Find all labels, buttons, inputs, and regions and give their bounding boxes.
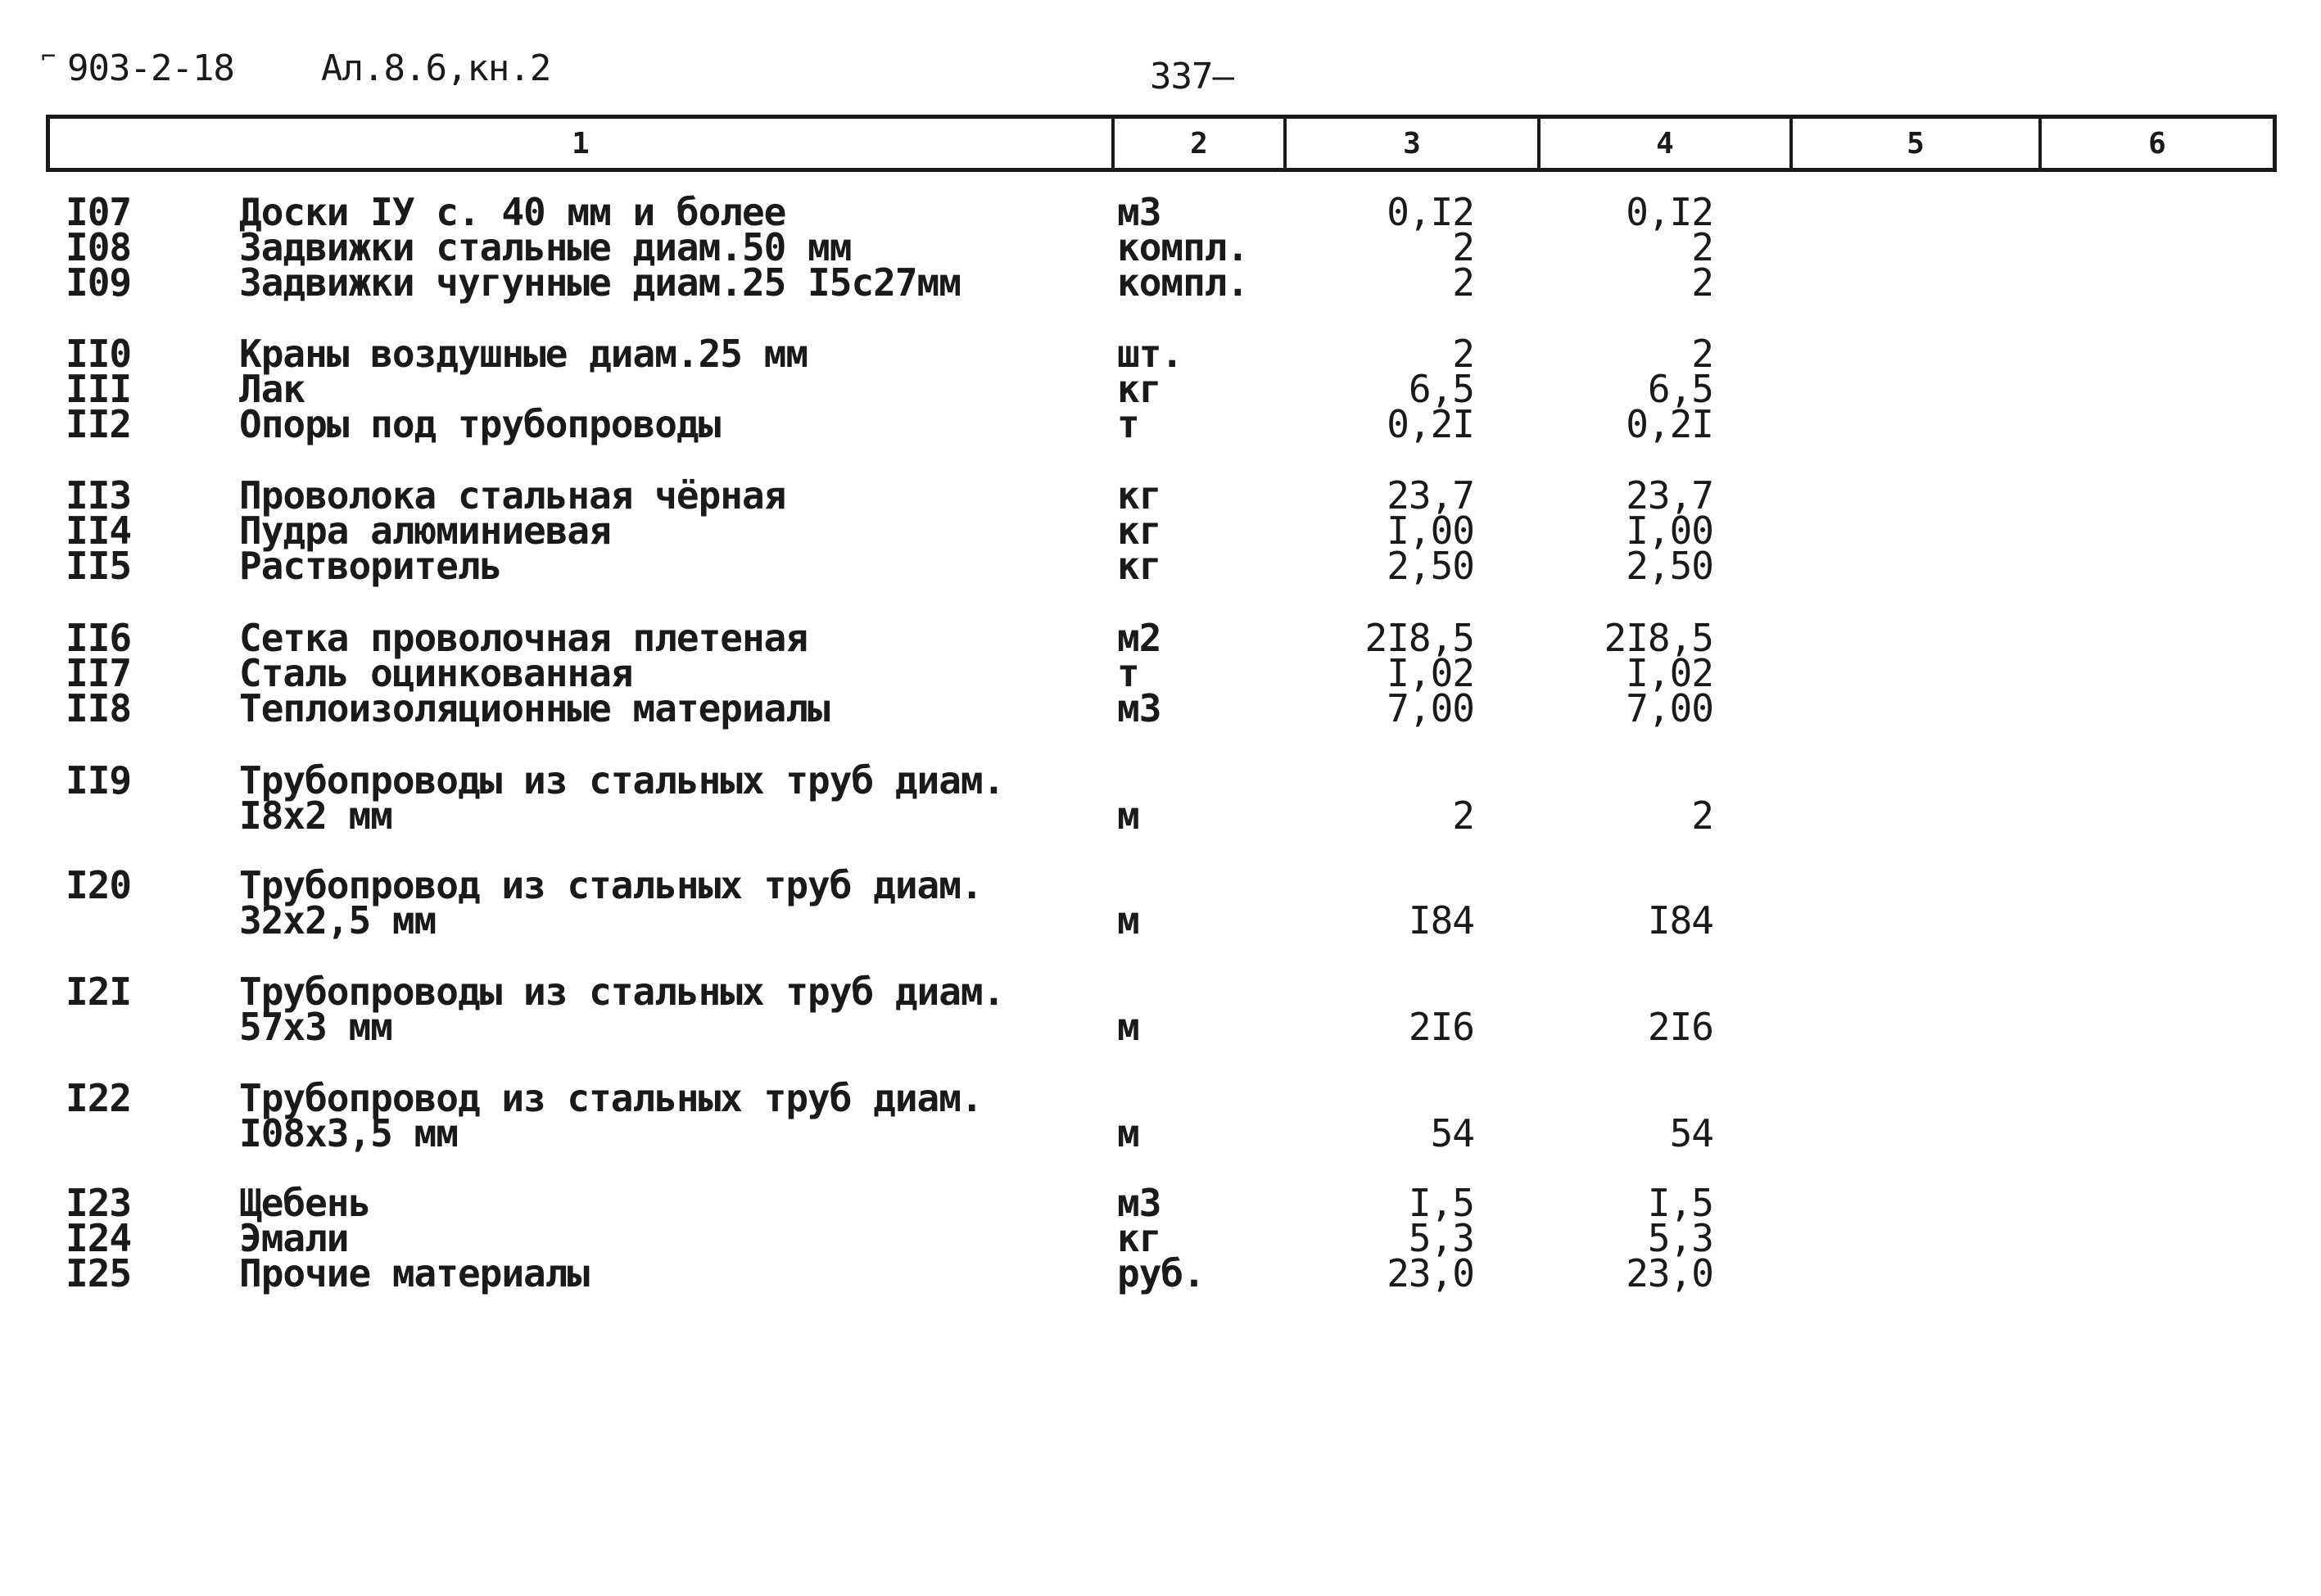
item-value-col4: 7,00: [1626, 686, 1713, 730]
item-name: Прочие материалы: [239, 1251, 590, 1295]
column-header-3: 3: [1283, 119, 1537, 168]
item-name: Проволока стальная чёрная: [239, 473, 786, 518]
item-value-col4: 2: [1691, 332, 1713, 376]
item-value-col4: 2: [1691, 260, 1713, 305]
column-header-2: 2: [1111, 119, 1283, 168]
item-value-col4: 2,50: [1626, 544, 1713, 588]
item-value-col3: 23,0: [1387, 1251, 1474, 1295]
item-name: Задвижки чугунные диам.25 I5с27мм: [239, 260, 961, 305]
item-unit: кг: [1117, 544, 1161, 588]
item-number: II9: [66, 758, 132, 803]
item-unit: руб.: [1117, 1251, 1205, 1295]
column-header-6: 6: [2038, 119, 2273, 168]
item-unit: м: [1117, 793, 1139, 838]
item-name: Эмали: [239, 1216, 349, 1260]
item-unit: т: [1117, 402, 1139, 446]
item-unit: м: [1117, 898, 1139, 943]
item-value-col3: I84: [1408, 898, 1474, 943]
item-value-col4: I84: [1647, 898, 1713, 943]
item-number: I25: [66, 1251, 132, 1295]
item-unit: т: [1117, 651, 1139, 695]
item-value-col3: I,02: [1387, 651, 1474, 695]
item-unit: м3: [1117, 1181, 1161, 1225]
item-name: Лак: [239, 367, 305, 411]
item-name: Сетка проволочная плетеная: [239, 616, 808, 660]
item-name: Опоры под трубопроводы: [239, 402, 721, 446]
item-value-col4: 6,5: [1647, 367, 1713, 411]
item-name: Трубопроводы из стальных труб диам.: [239, 970, 1005, 1014]
column-header-5: 5: [1789, 119, 2038, 168]
item-name: Сталь оцинкованная: [239, 651, 633, 695]
item-name: Краны воздушные диам.25 мм: [239, 332, 808, 376]
item-value-col3: 2: [1452, 793, 1474, 838]
item-number: I2I: [66, 970, 132, 1014]
corner-mark: ⌐: [41, 43, 57, 71]
item-unit: компл.: [1117, 260, 1249, 305]
column-header-4: 4: [1537, 119, 1789, 168]
item-name: Доски IУ с. 40 мм и более: [239, 190, 786, 234]
item-value-col4: 0,I2: [1626, 190, 1713, 234]
item-number: II6: [66, 616, 132, 660]
column-header-frame: [46, 115, 2277, 172]
item-name: 57х3 мм: [239, 1005, 392, 1049]
album-reference: Ал.8.6,кн.2: [321, 47, 551, 89]
item-unit: кг: [1117, 367, 1161, 411]
item-value-col3: 2I8,5: [1364, 616, 1474, 660]
item-value-col3: 0,I2: [1387, 190, 1474, 234]
item-number: I09: [66, 260, 132, 305]
item-unit: кг: [1117, 1216, 1161, 1260]
item-number: I20: [66, 863, 132, 907]
item-number: II7: [66, 651, 132, 695]
item-name: Щебень: [239, 1181, 371, 1225]
item-number: II5: [66, 544, 132, 588]
item-unit: м2: [1117, 616, 1161, 660]
item-value-col3: 2I6: [1408, 1005, 1474, 1049]
item-value-col3: 2: [1452, 225, 1474, 269]
item-unit: шт.: [1117, 332, 1183, 376]
item-number: I22: [66, 1076, 132, 1120]
item-name: Задвижки стальные диам.50 мм: [239, 225, 852, 269]
item-unit: м3: [1117, 190, 1161, 234]
item-number: III: [66, 367, 132, 411]
item-unit: кг: [1117, 509, 1161, 553]
item-unit: м3: [1117, 686, 1161, 730]
item-value-col3: 0,2I: [1387, 402, 1474, 446]
item-name: Трубопровод из стальных труб диам.: [239, 1076, 983, 1120]
item-name: Трубопроводы из стальных труб диам.: [239, 758, 1005, 803]
item-unit: м: [1117, 1111, 1139, 1155]
item-value-col3: 2: [1452, 332, 1474, 376]
item-value-col4: 2: [1691, 225, 1713, 269]
item-value-col4: 2I6: [1647, 1005, 1713, 1049]
item-value-col4: 5,3: [1647, 1216, 1713, 1260]
item-value-col3: 2: [1452, 260, 1474, 305]
document-code: 903-2-18: [67, 47, 234, 89]
item-number: II8: [66, 686, 132, 730]
item-value-col4: 23,0: [1626, 1251, 1713, 1295]
item-value-col3: 54: [1430, 1111, 1474, 1155]
item-number: I07: [66, 190, 132, 234]
item-number: II0: [66, 332, 132, 376]
item-name: 32х2,5 мм: [239, 898, 437, 943]
item-number: I08: [66, 225, 132, 269]
item-value-col3: 2,50: [1387, 544, 1474, 588]
item-name: I8х2 мм: [239, 793, 392, 838]
item-value-col4: I,00: [1626, 509, 1713, 553]
item-value-col3: I,5: [1408, 1181, 1474, 1225]
item-value-col4: 23,7: [1626, 473, 1713, 518]
item-unit: м: [1117, 1005, 1139, 1049]
item-value-col3: 5,3: [1408, 1216, 1474, 1260]
item-value-col4: I,5: [1647, 1181, 1713, 1225]
item-number: II4: [66, 509, 132, 553]
item-value-col4: 54: [1669, 1111, 1713, 1155]
item-value-col3: 23,7: [1387, 473, 1474, 518]
item-value-col3: 6,5: [1408, 367, 1474, 411]
item-name: Пудра алюминиевая: [239, 509, 611, 553]
page-number: 337—: [1150, 56, 1233, 97]
item-name: Теплоизоляционные материалы: [239, 686, 830, 730]
item-value-col4: 2: [1691, 793, 1713, 838]
item-unit: компл.: [1117, 225, 1249, 269]
item-number: II2: [66, 402, 132, 446]
item-name: Трубопровод из стальных труб диам.: [239, 863, 983, 907]
item-value-col4: 0,2I: [1626, 402, 1713, 446]
item-value-col4: I,02: [1626, 651, 1713, 695]
item-number: II3: [66, 473, 132, 518]
item-name: Растворитель: [239, 544, 502, 588]
column-header-1: 1: [572, 126, 590, 161]
item-value-col4: 2I8,5: [1604, 616, 1713, 660]
item-number: I23: [66, 1181, 132, 1225]
item-value-col3: 7,00: [1387, 686, 1474, 730]
item-value-col3: I,00: [1387, 509, 1474, 553]
item-name: I08х3,5 мм: [239, 1111, 458, 1155]
item-unit: кг: [1117, 473, 1161, 518]
item-number: I24: [66, 1216, 132, 1260]
